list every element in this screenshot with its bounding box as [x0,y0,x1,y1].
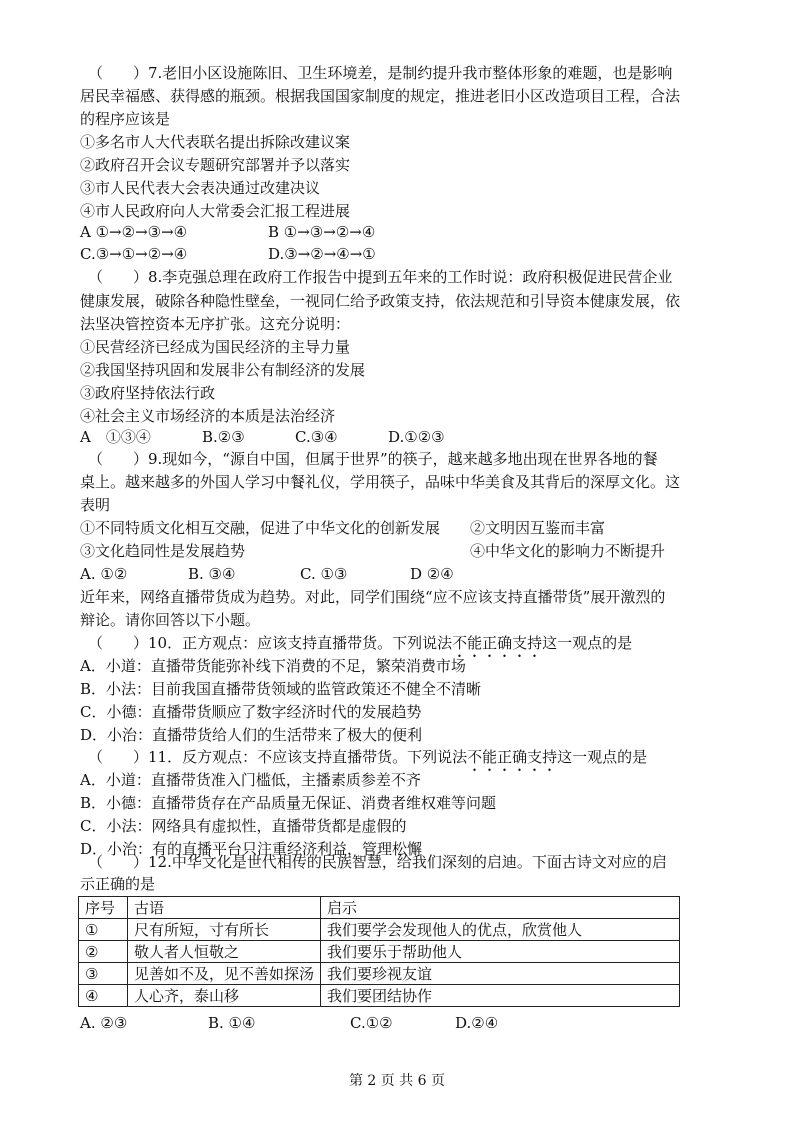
q7-stem-line1: （ ）7.老旧小区设施陈旧、卫生环境差，是制约提升我市整体形象的难题，也是影响 [88,64,673,82]
q10-option-d: D．小治：直播带货给人们的生活带来了极大的便利 [80,726,423,744]
q9-option-c: C. ①③ [300,565,348,583]
row-saying: 尺有所短，寸有所长 [128,919,321,941]
intro-line2: 辩论。请你回答以下小题。 [80,611,261,629]
q9-item-4: ④中华文化的影响力不断提升 [470,542,666,560]
q9-option-b: B. ③④ [188,565,236,583]
q7-option-b: B ①→③→②→④ [268,223,376,241]
q11-stem-post: 这一观点的是 [557,748,648,766]
table-row [79,985,680,1007]
q7-item-1: ①多名市人大代表联名提出拆除改建议案 [80,133,351,151]
q10-option-c: C．小德：直播带货顺应了数字经济时代的发展趋势 [80,703,422,721]
q7-option-c: C.③→①→②→④ [80,245,188,263]
row-hint: 我们要乐于帮助他人 [321,941,680,963]
q7-item-3: ③市人民代表大会表决通过改建决议 [80,179,321,197]
q9-item-2: ②文明因互鉴而丰富 [470,519,606,537]
col-header-hint: 启示 [321,897,680,919]
q9-stem-line1: （ ）9.现如今，“源自中国，但属于世界”的筷子，越来越多地出现在世界各地的餐 [88,450,658,468]
row-hint: 我们要珍视友谊 [321,963,680,985]
q7-option-a: A ①→②→③→④ [80,223,188,241]
q8-item-3: ③政府坚持依法行政 [80,384,216,402]
q9-stem-line2: 桌上。越来越多的外国人学习中餐礼仪，学用筷子，品味中华美食及其背后的深厚文化。这 [80,473,681,491]
q11-option-b: B．小德：直播带货存在产品质量无保证、消费者维权难等问题 [80,794,497,812]
table-row [79,941,680,963]
q8-option-c: C.③④ [295,428,338,446]
table-header-row [79,897,680,919]
q12-option-d: D.②④ [455,1014,499,1032]
q8-item-1: ①民营经济已经成为国民经济的主导力量 [80,338,351,356]
q12-table [78,896,680,1007]
q9-option-d: D ②④ [410,565,454,583]
row-no: ③ [79,963,128,985]
row-hint: 我们要团结协作 [321,985,680,1007]
q8-option-d: D.①②③ [388,428,445,446]
q10-stem-emphasis: 不能正确支持 [452,634,543,652]
row-saying: 见善如不及，见不善如探汤 [128,963,321,985]
q11-option-d: D．小治：有的直播平台只注重经济利益，管理松懈 [80,840,423,858]
q8-option-b: B.②③ [202,428,245,446]
table-row [79,919,680,941]
q10-option-a: A．小道：直播带货能弥补线下消费的不足，繁荣消费市场 [80,657,466,675]
q11-stem-emphasis: 不能正确支持 [467,748,558,766]
q11-stem-pre: （ ）11．反方观点：不应该支持直播带货。下列说法 [88,748,468,766]
q12-option-b: B. ①④ [208,1014,256,1032]
table-row [79,963,680,985]
q9-item-1: ①不同特质文化相互交融，促进了中华文化的创新发展 [80,519,441,537]
page-footer: 第 2 页 共 6 页 [348,1073,446,1089]
col-header-no: 序号 [79,897,128,919]
q8-stem-line2: 健康发展，破除各种隐性壁垒，一视同仁给予政策支持，依法规范和引导资本健康发展，依 [80,292,681,310]
q12-option-a: A. ②③ [80,1014,128,1032]
row-saying: 人心齐，泰山移 [128,985,321,1007]
q7-option-d: D.③→②→④→① [268,245,376,263]
q7-stem-line2: 居民幸福感、获得感的瓶颈。根据我国国家制度的规定，推进老旧小区改造项目工程，合法 [80,87,681,105]
row-hint: 我们要学会发现他人的优点，欣赏他人 [321,919,680,941]
q9-stem-line3: 表明 [80,496,111,514]
col-header-saying: 古语 [128,897,321,919]
q9-option-a: A. ①② [80,565,128,583]
q8-stem-line1: （ ）8.李克强总理在政府工作报告中提到五年来的工作时说：政府积极促进民营企业 [88,268,673,286]
row-saying: 敬人者人恒敬之 [128,941,321,963]
q11-option-a: A．小道：直播带货准入门槛低，主播素质参差不齐 [80,771,421,789]
q12-option-c: C.①② [350,1014,393,1032]
q8-item-4: ④社会主义市场经济的本质是法治经济 [80,407,336,425]
q8-option-a: A ①③④ [80,428,151,446]
q10-stem-pre: （ ）10．正方观点：应该支持直播带货。下列说法 [88,634,453,652]
q8-stem-line3: 法坚决管控资本无序扩张。这充分说明： [80,315,351,333]
q8-item-2: ②我国坚持巩固和发展非公有制经济的发展 [80,361,366,379]
q12-stem-line2: 示正确的是 [80,875,156,893]
q7-item-4: ④市人民政府向人大常委会汇报工程进展 [80,202,351,220]
row-no: ④ [79,985,128,1007]
row-no: ② [79,941,128,963]
q7-stem-line3: 的程序应该是 [80,110,171,128]
intro-line1: 近年来，网络直播带货成为趋势。对此，同学们围绕“应不应该支持直播带货”展开激烈的 [80,588,666,606]
q10-stem-post: 这一观点的是 [542,634,633,652]
row-no: ① [79,919,128,941]
q7-item-2: ②政府召开会议专题研究部署并予以落实 [80,156,351,174]
q10-option-b: B．小法：目前我国直播带货领域的监管政策还不健全不清晰 [80,680,482,698]
q12-stem-line1: （ ）12.中华文化是世代相传的民族智慧，给我们深刻的启迪。下面古诗文对应的启 [88,853,667,871]
q11-option-c: C．小法：网络具有虚拟性，直播带货都是虚假的 [80,817,407,835]
q9-item-3: ③文化趋同性是发展趋势 [80,542,246,560]
